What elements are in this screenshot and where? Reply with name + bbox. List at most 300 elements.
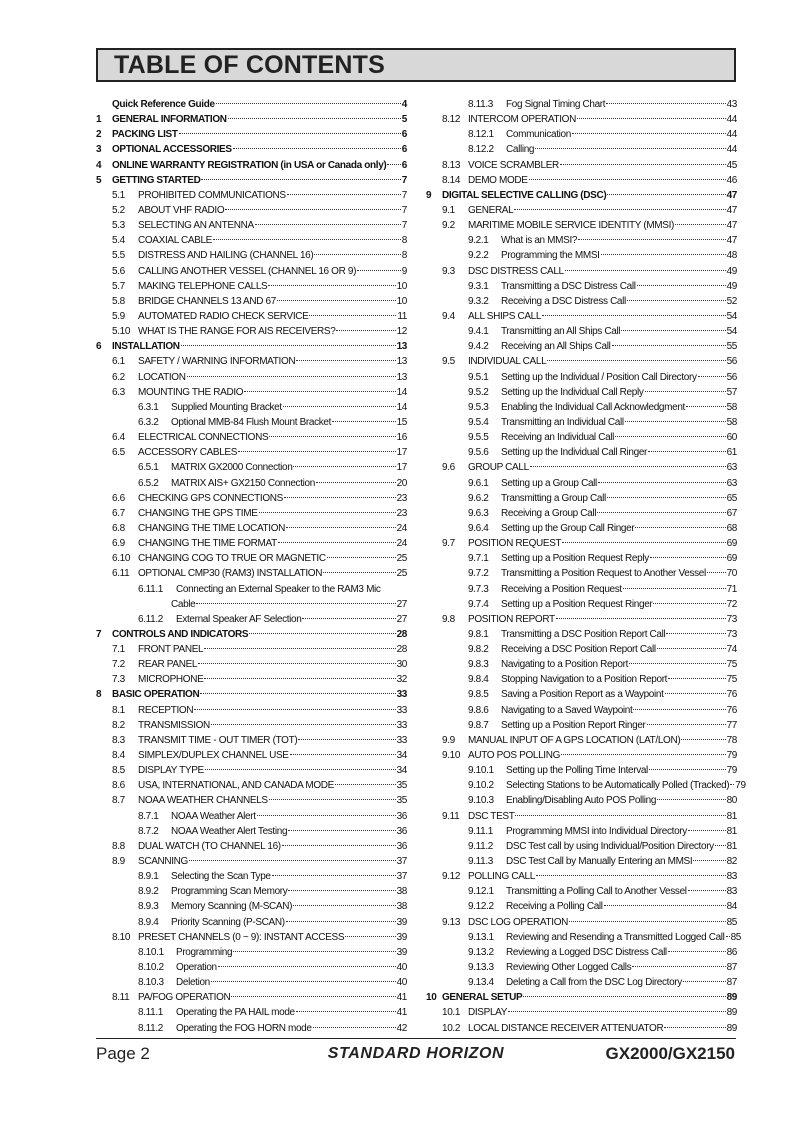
toc-entry-title: Transmitting a DSC Position Report Call [501,628,666,640]
toc-entry-number: 5.1 [112,189,125,201]
toc-entry-title: Programming Scan Memory [171,886,288,898]
toc-entry-title: Navigating to a Saved Waypoint [501,704,633,716]
toc-dot-leader [179,133,401,134]
toc-entry-title: Receiving a DSC Position Report Call [501,644,656,656]
toc-entry-title: GETTING STARTED [112,174,201,186]
toc-entry [96,687,407,702]
toc-entry [426,884,737,899]
toc-entry-title: CHANGING COG TO TRUE OR MAGNETIC [138,553,326,565]
toc-entry-number: 9.11 [442,810,460,822]
toc-entry-number: 8.7 [112,795,125,807]
toc-entry-page: 73 [726,628,737,640]
toc-entry [426,309,737,324]
toc-entry-number: 9.7 [442,538,455,550]
toc-entry-number: 8.4 [112,750,125,762]
toc-entry-page: 41 [396,992,407,1004]
toc-entry-number: 8.9.3 [138,901,159,913]
toc-dot-leader [336,330,395,331]
toc-entry-title: PRESET CHANNELS (0 ~ 9): INSTANT ACCESS [138,931,345,943]
toc-entry-page: 60 [726,432,737,444]
toc-entry-title: Stopping Navigation to a Position Report [501,674,668,686]
toc-entry [96,990,407,1005]
toc-entry [96,188,407,203]
toc-column-right [426,97,746,1036]
toc-entry [426,899,737,914]
toc-entry [426,824,737,839]
toc-entry-number: 5.9 [112,310,125,322]
toc-entry-page: 80 [726,795,737,807]
toc-entry-page: 36 [396,825,407,837]
toc-entry-page: 27 [396,613,407,625]
toc-dot-leader [529,179,726,180]
toc-entry-page: 13 [396,371,407,383]
toc-entry-page: 28 [396,628,407,640]
toc-entry-title: WHAT IS THE RANGE FOR AIS RECEIVERS? [138,326,336,338]
toc-entry-page: 8 [401,235,407,247]
toc-entry-title: POSITION REQUEST [468,538,562,550]
toc-entry-title: External Speaker AF Selection [176,613,302,625]
toc-entry-number: 6.10 [112,553,131,565]
toc-entry-number: 8.10.1 [138,946,164,958]
toc-dot-leader [635,527,725,528]
toc-dot-leader [514,209,725,210]
toc-entry-number: 8.10.2 [138,962,164,974]
toc-dot-leader [648,451,726,452]
toc-entry-page: 83 [726,886,737,898]
toc-entry-title: LOCATION [138,371,186,383]
toc-dot-leader [530,466,726,467]
toc-entry-number: 8.5 [112,765,125,777]
toc-entry-page: 23 [396,492,407,504]
toc-dot-leader [508,1011,726,1012]
toc-entry-number: 10.1 [442,1007,461,1019]
toc-dot-leader [707,572,726,573]
toc-entry [426,158,737,173]
toc-entry-title: Optional MMB-84 Flush Mount Bracket [171,416,332,428]
toc-entry [96,763,407,778]
toc-entry-page: 7 [401,220,407,232]
toc-dot-leader [211,981,396,982]
toc-entry-title: Setting up a Position Request Reply [501,553,649,565]
toc-entry-title: Setting up a Position Report Ringer [501,719,646,731]
toc-entry [426,248,737,263]
toc-dot-leader [625,421,726,422]
toc-dot-leader [715,845,726,846]
toc-dot-leader [612,345,726,346]
toc-entry-page: 27 [396,598,407,610]
toc-entry-title: INDIVIDUAL CALL [468,356,547,368]
toc-dot-leader [565,270,726,271]
toc-entry-title: GENERAL SETUP [442,992,523,1004]
toc-entry-page: 14 [396,386,407,398]
toc-dot-leader [681,739,725,740]
toc-dot-leader [213,239,401,240]
toc-entry [96,854,407,869]
toc-dot-leader [515,815,725,816]
toc-entry-title: ABOUT VHF RADIO [138,204,225,216]
toc-entry [426,627,737,642]
toc-entry-page: 43 [726,99,737,110]
toc-entry [96,506,407,521]
toc-entry [96,612,407,627]
toc-entry [96,339,407,354]
toc-entry-title: Operating the FOG HORN mode [176,1022,312,1034]
toc-entry [426,930,741,945]
toc-entry-page: 75 [726,659,737,671]
toc-dot-leader [309,315,396,316]
toc-entry-page: 25 [396,568,407,580]
toc-entry-page: 10 [396,295,407,307]
toc-entry-number: 5.3 [112,220,125,232]
toc-entry-page: 6 [401,129,407,141]
toc-entry-number: 5.5 [112,250,125,262]
toc-entry-page: 49 [726,280,737,292]
toc-entry [426,854,737,869]
toc-entry-number: 9.13.1 [468,931,494,943]
toc-dot-leader [211,724,396,725]
toc-entry-page: 47 [726,220,737,232]
toc-entry-page: 11 [397,310,407,322]
toc-dot-leader [647,724,726,725]
toc-dot-leader [604,905,726,906]
toc-dot-leader [653,603,725,604]
toc-entry [426,672,737,687]
toc-entry-page: 10 [396,280,407,292]
toc-dot-leader [649,769,726,770]
toc-entry-page: 65 [726,492,737,504]
toc-entry-page: 24 [396,522,407,534]
toc-entry-page: 52 [726,295,737,307]
toc-entry-title: USA, INTERNATIONAL, AND CANADA MODE [138,780,334,792]
toc-dot-leader [601,254,726,255]
toc-entry [96,460,407,475]
toc-entry-number: 8 [96,689,102,701]
toc-entry-page: 24 [396,538,407,550]
toc-dot-leader [225,209,401,210]
toc-dot-leader [657,799,725,800]
toc-entry-number: 8.9.1 [138,871,159,883]
toc-dot-leader [257,815,396,816]
toc-entry-number: 9.11.2 [468,840,493,852]
toc-entry [96,703,407,718]
toc-entry-page: 70 [726,568,737,580]
toc-entry [96,430,407,445]
toc-dot-leader [357,270,401,271]
toc-entry [426,460,737,475]
toc-entry-number: 9.4 [442,310,455,322]
toc-entry-number: 7.1 [112,644,125,656]
toc-entry-title: MARITIME MOBILE SERVICE IDENTITY (MMSI) [468,220,675,232]
toc-entry-title: What is an MMSI? [501,235,578,247]
toc-entry-title: MANUAL INPUT OF A GPS LOCATION (LAT/LON) [468,734,681,746]
toc-dot-leader [577,118,726,119]
toc-entry-title: SAFETY / WARNING INFORMATION [138,356,296,368]
toc-entry-page: 77 [726,719,737,731]
toc-entry-page: 35 [396,780,407,792]
toc-entry-number: 9.13.4 [468,977,494,989]
toc-entry-continuation [96,597,407,612]
toc-entry-number: 9 [426,189,432,201]
toc-entry [96,930,407,945]
toc-entry-title: Transmitting an All Ships Call [501,326,621,338]
toc-entry-number: 8.9.4 [138,916,159,928]
toc-entry-title: CHECKING GPS CONNECTIONS [138,492,283,504]
toc-dot-leader [607,194,725,195]
toc-entry [426,400,737,415]
toc-entry [426,173,737,188]
toc-dot-leader [286,527,396,528]
toc-entry [96,642,407,657]
toc-dot-leader [578,239,725,240]
toc-entry-title: COAXIAL CABLE [138,235,212,247]
toc-entry-page: 7 [401,189,407,201]
toc-dot-leader [233,951,395,952]
toc-column-left [96,97,407,1036]
toc-entry [426,415,737,430]
footer-brand-logo: STANDARD HORIZON [327,1045,505,1062]
toc-entry-number: 9.3.2 [468,295,489,307]
toc-dot-leader [313,1027,396,1028]
toc-dot-leader [560,164,726,165]
toc-entry-number: 9.7.3 [468,583,489,595]
toc-dot-leader [290,754,396,755]
toc-entry-number: 9.12 [442,871,461,883]
toc-dot-leader [216,103,401,104]
toc-entry-number: 9.13.2 [468,946,494,958]
toc-entry-number: 9.12.1 [468,886,494,898]
footer-rule [96,1038,736,1039]
toc-dot-leader [204,648,395,649]
toc-entry-number: 9.5.2 [468,386,489,398]
toc-entry [426,975,737,990]
toc-entry-page: 16 [396,432,407,444]
toc-entry-page: 54 [726,326,737,338]
toc-entry-title: CONTROLS AND INDICATORS [112,628,249,640]
toc-entry [426,264,737,279]
toc-entry-page: 25 [396,553,407,565]
toc-entry-number: 9.5.5 [468,432,489,444]
toc-dot-leader [298,739,395,740]
toc-entry-title: MATRIX GX2000 Connection [171,462,293,474]
toc-entry-number: 9.5.4 [468,416,489,428]
toc-entry [96,158,407,173]
toc-entry-title: Setting up a Group Call [501,477,597,489]
toc-entry-number: 9.9 [442,734,455,746]
toc-entry [426,642,737,657]
toc-entry-number: 6.11.1 [138,583,163,595]
toc-entry-title: Reviewing and Resending a Transmitted Logged Call [506,931,725,943]
toc-entry [96,173,407,188]
toc-entry-page: 38 [396,886,407,898]
toc-entry [96,778,407,793]
toc-entry [96,582,407,597]
toc-entry-title: Navigating to a Position Report [501,659,629,671]
toc-entry-page: 45 [726,159,737,171]
toc-entry-number: 4 [96,159,102,171]
toc-entry-title: DISPLAY [468,1007,508,1019]
toc-dot-leader [698,376,726,377]
page-title: TABLE OF CONTENTS [114,50,385,79]
toc-entry-title: ELECTRICAL CONNECTIONS [138,432,269,444]
toc-dot-leader [547,360,725,361]
toc-entry-title: CHANGING THE TIME FORMAT [138,538,277,550]
toc-entry-title: FRONT PANEL [138,644,204,656]
toc-entry-page: 67 [726,507,737,519]
toc-entry [426,778,746,793]
toc-entry-number: 5.2 [112,204,125,216]
toc-entry-page: 9 [401,265,407,277]
toc-entry-title: BASIC OPERATION [112,689,200,701]
toc-entry-title: Operating the PA HAIL mode [176,1007,295,1019]
toc-entry-title: Enabling/Disabling Auto POS Polling [506,795,657,807]
toc-entry-number: 9.11.1 [468,825,493,837]
toc-entry-page: 13 [396,341,407,353]
toc-entry-title: OPTIONAL ACCESSORIES [112,144,232,156]
toc-entry-title: DSC Test call by using Individual/Position Directory [506,840,714,852]
toc-entry-page: 37 [396,871,407,883]
toc-entry [426,354,737,369]
toc-dot-leader [542,315,725,316]
toc-entry-title: DSC TEST [468,810,515,822]
toc-dot-leader [597,512,725,513]
toc-entry [96,551,407,566]
toc-entry-number: 9.6.2 [468,492,489,504]
toc-entry-number: 5 [96,174,102,186]
toc-entry [96,112,407,127]
toc-entry-number: 8.7.1 [138,810,159,822]
toc-entry-page: 55 [726,341,737,353]
toc-entry-page: 58 [726,401,737,413]
toc-entry [96,233,407,248]
toc-dot-leader [278,542,396,543]
toc-entry-number: 9.10.1 [468,765,494,777]
toc-entry-page: 5 [401,114,407,126]
toc-entry-number: 9.6.1 [468,477,489,489]
toc-entry-number: 8.1 [112,704,125,716]
toc-entry-page: 36 [396,840,407,852]
toc-dot-leader [286,921,396,922]
toc-entry [426,945,737,960]
toc-entry [96,476,407,491]
toc-entry [426,839,737,854]
toc-entry-number: 8.12.1 [468,129,494,141]
toc-entry-page: 71 [726,583,737,595]
toc-entry-title: Receiving a DSC Distress Call [501,295,626,307]
toc-entry-page: 69 [726,538,737,550]
toc-entry-page: 47 [726,204,737,216]
toc-entry-number: 9.10.3 [468,795,494,807]
toc-entry-page: 37 [396,856,407,868]
toc-entry-number: 9.4.2 [468,341,489,353]
toc-entry-title: DEMO MODE [468,174,528,186]
toc-entry [96,1005,407,1020]
toc-entry-title: Saving a Position Report as a Waypoint [501,689,664,701]
toc-entry-title: VOICE SCRAMBLER [468,159,559,171]
toc-entry [426,960,737,975]
toc-entry-page: 69 [726,553,737,565]
toc-entry-page: 73 [726,613,737,625]
toc-entry [426,687,737,702]
toc-dot-leader [287,194,401,195]
toc-dot-leader [269,436,395,437]
toc-entry-title: PA/FOG OPERATION [138,992,231,1004]
toc-entry-number: 6.3.1 [138,401,159,413]
toc-entry [96,1021,407,1036]
toc-entry [426,324,737,339]
toc-entry-title: ALL SHIPS CALL [468,310,542,322]
toc-entry-page: 46 [726,174,737,186]
toc-dot-leader [664,1027,725,1028]
toc-entry [96,294,407,309]
toc-entry-number: 9.11.3 [468,856,493,868]
toc-dot-leader [205,769,396,770]
toc-entry-title: Receiving a Group Call [501,507,597,519]
toc-entry-page: 14 [396,401,407,413]
toc-entry-page: 12 [396,326,407,338]
toc-dot-leader [688,890,726,891]
toc-dot-leader [302,618,395,619]
toc-dot-leader [693,860,725,861]
toc-entry-title: Receiving an Individual Call [501,432,615,444]
toc-dot-leader [387,164,400,165]
toc-entry-page: 81 [726,825,737,837]
toc-entry-number: 6.2 [112,371,125,383]
toc-entry-page: 76 [726,704,737,716]
toc-entry-title: GENERAL [468,204,514,216]
toc-entry-page: 81 [726,840,737,852]
toc-entry-number: 3 [96,144,102,156]
toc-entry-number: 9.1 [442,204,455,216]
footer-model-name: GX2000/GX2150 [605,1044,735,1063]
toc-entry-page: 34 [396,765,407,777]
toc-entry-number: 6.9 [112,538,125,550]
toc-entry-title: Calling [506,144,535,156]
toc-entry-number: 8.7.2 [138,825,159,837]
toc-entry [426,1005,737,1020]
toc-entry-number: 8.13 [442,159,461,171]
toc-entry-page: 44 [726,144,737,156]
toc-entry-title: AUTOMATED RADIO CHECK SERVICE [138,310,309,322]
toc-entry [426,597,737,612]
toc-entry-number: 9.8.6 [468,704,489,716]
toc-dot-leader [293,905,395,906]
toc-dot-leader [259,512,396,513]
toc-entry-page: 41 [396,1007,407,1019]
toc-entry-page: 79 [726,750,737,762]
toc-entry-title: PACKING LIST [112,129,178,141]
toc-entry-page: 76 [726,689,737,701]
toc-entry-title: REAR PANEL [138,659,198,671]
toc-dot-leader [607,497,726,498]
toc-entry-number: 10 [426,992,437,1004]
toc-entry-number: 6.11.2 [138,613,163,625]
toc-entry-page: 17 [396,462,407,474]
toc-entry-number: 9.6.3 [468,507,489,519]
toc-dot-leader [523,996,725,997]
toc-entry [426,385,737,400]
toc-dot-leader [244,391,395,392]
toc-entry [96,945,407,960]
toc-entry-number: 8.11.2 [138,1022,163,1034]
toc-entry [426,733,737,748]
toc-entry [96,203,407,218]
toc-dot-leader [282,845,396,846]
toc-entry-page: 36 [396,810,407,822]
toc-dot-leader [200,693,395,694]
toc-entry-number: 5.8 [112,295,125,307]
toc-entry-number: 9.3.1 [468,280,489,292]
toc-entry [426,294,737,309]
